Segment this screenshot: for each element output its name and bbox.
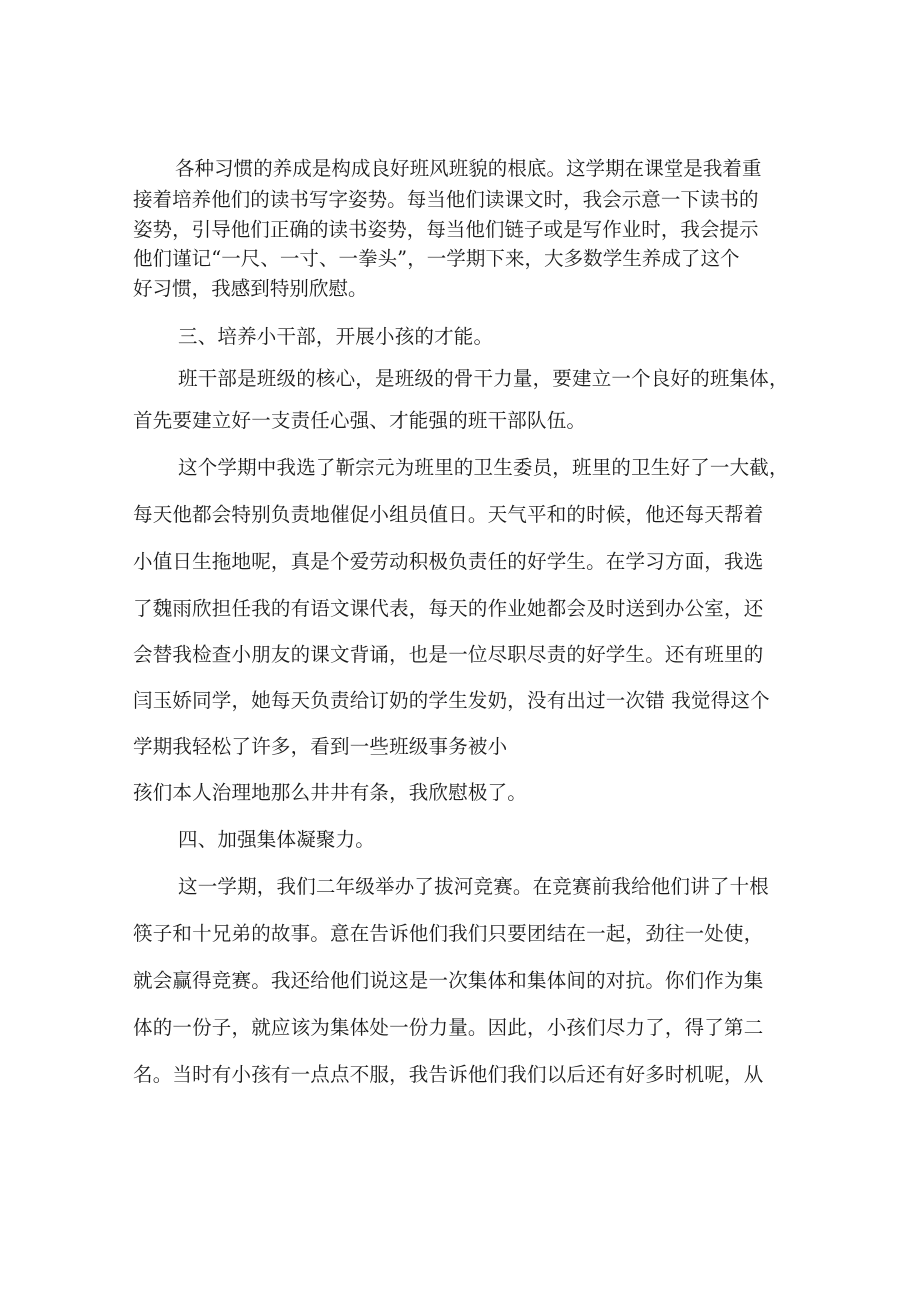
paragraph-line: 会替我检查小朋友的课文背诵，也是一位尽职尽责的好学生。还有班里的 xyxy=(133,643,764,666)
paragraph-line: 名。当时有小孩有一点点不服，我告诉他们我们以后还有好多时机呢，从 xyxy=(133,1063,764,1086)
paragraph-line: 就会赢得竞赛。我还给他们说这是一次集体和集体间的对抗。你们作为集 xyxy=(133,969,764,992)
paragraph-line: 姿势，引导他们正确的读书姿势，每当他们链子或是写作业时，我会提示 xyxy=(133,218,759,241)
section-heading-three: 三、培养小干部，开展小孩的才能。 xyxy=(178,325,494,348)
paragraph-line: 体的一份子，就应该为集体处一份力量。因此，小孩们尽力了，得了第二 xyxy=(133,1016,764,1039)
paragraph-line: 首先要建立好一支责任心强、才能强的班干部队伍。 xyxy=(133,409,587,432)
paragraph-line: 闫玉娇同学，她每天负责给订奶的学生发奶，没有出过一次错 我觉得这个 xyxy=(133,689,770,712)
paragraph-line: 这个学期中我选了靳宗元为班里的卫生委员，班里的卫生好了一大截， xyxy=(178,456,789,479)
paragraph-line: 学期我轻松了许多，看到一些班级事务被小 xyxy=(133,735,508,758)
paragraph-line: 了魏雨欣担任我的有语文课代表，每天的作业她都会及时送到办公室，还 xyxy=(133,597,764,620)
paragraph-line: 每天他都会特别负责地催促小组员值日。天气平和的时候，他还每天帮着 xyxy=(133,503,764,526)
paragraph-line: 小值日生拖地呢，真是个爱劳动积极负责任的好学生。在学习方面，我选 xyxy=(133,550,764,573)
paragraph-line: 这一学期，我们二年级举办了拔河竞赛。在竞赛前我给他们讲了十根 xyxy=(178,875,770,898)
paragraph-line: 筷子和十兄弟的故事。意在告诉他们我们只要团结在一起，劲往一处使， xyxy=(133,922,764,945)
paragraph-line: 他们谨记“一尺、一寸、一拳头”，一学期下来，大多数学生养成了这个 xyxy=(133,247,740,270)
paragraph-line: 接着培养他们的读书写字姿势。每当他们读课文时，我会示意一下读书的 xyxy=(133,188,759,211)
paragraph-line: 各种习惯的养成是构成良好班风班貌的根底。这学期在课堂是我着重 xyxy=(175,157,762,180)
paragraph-line: 好习惯，我感到特别欣慰。 xyxy=(133,277,368,300)
section-heading-four: 四、加强集体凝聚力。 xyxy=(178,828,376,851)
paragraph-line: 孩们本人治理地那么井井有条，我欣慰极了。 xyxy=(133,781,528,804)
paragraph-line: 班干部是班级的核心，是班级的骨干力量，要建立一个良好的班集体， xyxy=(178,367,789,390)
